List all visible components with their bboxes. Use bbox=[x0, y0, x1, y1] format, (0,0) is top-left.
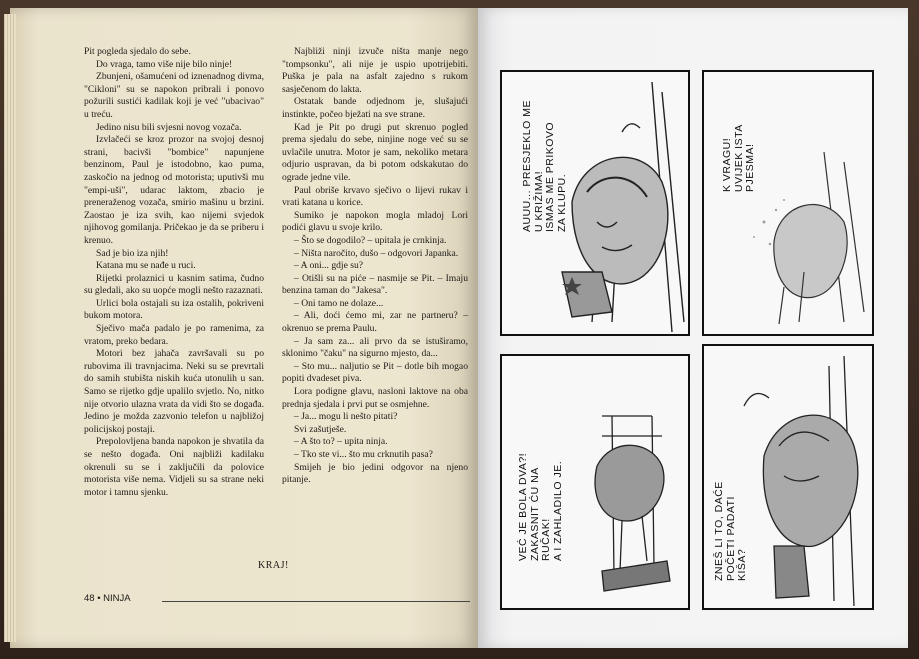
paragraph: Najbliži ninji izvuče ništa manje nego "tompsonku", ali nije je uspio upotrijebiti. Puška je pala na asfalt zajedno s rukom sasječenom do lakta. bbox=[282, 46, 468, 95]
paragraph: Rijetki prolaznici u kasnim satima, čudno su gledali, ako su uopće mogli nešto razaznati. bbox=[84, 272, 264, 297]
paragraph: – Tko ste vi... što mu crknutih pasa? bbox=[294, 449, 433, 460]
paragraph: – Sto mu... naljutio se Pit – dotle bih mogao popiti dvadeset piva. bbox=[282, 360, 468, 385]
paragraph: Sad je bio iza njih! bbox=[96, 247, 169, 259]
left-page bbox=[10, 8, 478, 648]
paragraph: – Ništa naročito, dušo – odgovori Japanka. bbox=[294, 247, 459, 259]
text-column-2 bbox=[282, 46, 468, 487]
speech-bubble-2: K VRAGU! UVIJEK ISTA PJESMA! bbox=[721, 124, 756, 192]
paragraph: Lora podigne glavu, nasloni laktove na oba prednja sjedala i prvi put se osmjehne. bbox=[282, 386, 468, 410]
speech-bubble-4: ZNEŠ LI TO, DAĆE POČETI PADATI KIŠA? bbox=[713, 481, 748, 581]
paragraph: Smijeh je bio jedini odgovor na njeno pitanje. bbox=[282, 461, 468, 486]
paragraph: Prepolovljena banda napokon je shvatila da se nešto događa. Oni najbliži kadilaku okrenuli su se i zaključili da polovice motorista više nema. Vidjeli su sa strane neki motor i tamnu sjenku. bbox=[84, 436, 264, 498]
paragraph: Sumiko je napokon mogla mladoj Lori podići glavu u svoje krilo. bbox=[282, 209, 468, 234]
bench-figure-illustration bbox=[704, 72, 872, 334]
paragraph: Jedino nisu bili svjesni novog vozača. bbox=[96, 121, 242, 133]
paragraph: – Otišli su na piće – nasmije se Pit. – Imaju benzina taman do "Jakesa". bbox=[282, 272, 468, 297]
comic-panel-4 bbox=[702, 344, 874, 610]
page-folio: 48 • NINJA bbox=[84, 593, 131, 604]
paragraph: Pit pogleda sjedalo do sebe. bbox=[84, 46, 191, 57]
paragraph: Kad je Pit po drugi put skrenuo pogled prema sjedalu do sebe, ninjine noge već su se uvlačile unutra. Motor je sam, nekoliko metara odjurio uspravan, da bi potom odskakutao do ograde jedne vile. bbox=[282, 121, 468, 183]
paragraph: Sječivo mača padalo je po ramenima, za vratom, preko bedara. bbox=[84, 323, 264, 347]
paragraph: Izvlačeći se kroz prozor na svojoj desnoj strani, bacivši "bombice" napunjene benzinom, Paul je istodobno, kao puma, zaskočio na jednog od motorista; uputivši mu "empi-uši", udarac laktom, zbacio je preneraženog vozača, smirio mašinu u brzini. Zaostao je iza svih, kao nijemi svjedok njihovog gomilanja. Pričekao je da se priberu i krenuo. bbox=[84, 134, 264, 246]
paragraph: – A oni... gdje su? bbox=[294, 260, 364, 272]
paragraph: Svi zašutješe. bbox=[294, 423, 347, 435]
text-column-1 bbox=[84, 46, 264, 499]
comic-panel-1 bbox=[500, 70, 690, 336]
right-page-comic bbox=[478, 8, 908, 648]
footer-rule bbox=[162, 601, 470, 602]
paragraph: Do vraga, tamo više nije bilo ninje! bbox=[96, 58, 233, 70]
story-end-label: KRAJ! bbox=[258, 560, 289, 571]
paragraph: – Ja... mogu li nešto pitati? bbox=[294, 411, 398, 423]
paragraph: – Ja sam za... ali prvo da se istuširamo, sklonimo "čaku" na sigurno mjesto, da... bbox=[282, 335, 468, 360]
paragraph: – Ali, doći ćemo mi, zar ne partneru? – okrenuo se prema Paulu. bbox=[282, 310, 468, 335]
speech-bubble-3: VEĆ JE BOLA DVA?! ZAKASNIT ĆU NA RUČAK! A I ZAHLADILO JE. bbox=[517, 452, 564, 561]
paragraph: Ostatak bande odjednom je, slušajući instinkte, počeo bježati na sve strane. bbox=[282, 96, 468, 120]
speech-bubble-1: AUUU... PRESJEKLO ME U KRIŽIMA! ISMAS ME PRIKOVO ZA KLUPU. bbox=[521, 100, 568, 232]
paragraph: – A što to? – upita ninja. bbox=[294, 436, 388, 448]
paragraph: Urlici bola ostajali su iza ostalih, pokriveni bukom motora. bbox=[84, 297, 264, 322]
comic-panel-2 bbox=[702, 70, 874, 336]
paragraph: Zbunjeni, ošamućeni od iznenadnog divma, "Cikloni" su se napokon pribrali i ponovo požurili sustići kadilak koji je već "ubacivao" u treću. bbox=[84, 71, 264, 120]
paragraph: – Oni tamo ne dolaze... bbox=[294, 297, 384, 309]
comic-panel-3 bbox=[500, 354, 690, 610]
page-edges bbox=[4, 14, 16, 642]
paragraph: Paul obriše krvavo sječivo o lijevi rukav i vrati katana u korice. bbox=[282, 184, 468, 209]
paragraph: Motori bez jahača završavali su po rubovima ili travnjacima. Neki su se prevrtali do samih stubišta niskih kuća utonulih u san. Samo se rijetko gdje upalilo svjetlo. No, nitko nije otvorio ulazna vrata da vidi što se događa. Jedino je možda zazvonio telefon u najbližoj policijskoj postaji. bbox=[84, 348, 264, 435]
paragraph: Katana mu se nađe u ruci. bbox=[96, 260, 196, 272]
open-magazine bbox=[10, 8, 908, 648]
paragraph: – Što se dogodilo? – upitala je crnkinja. bbox=[294, 234, 447, 246]
